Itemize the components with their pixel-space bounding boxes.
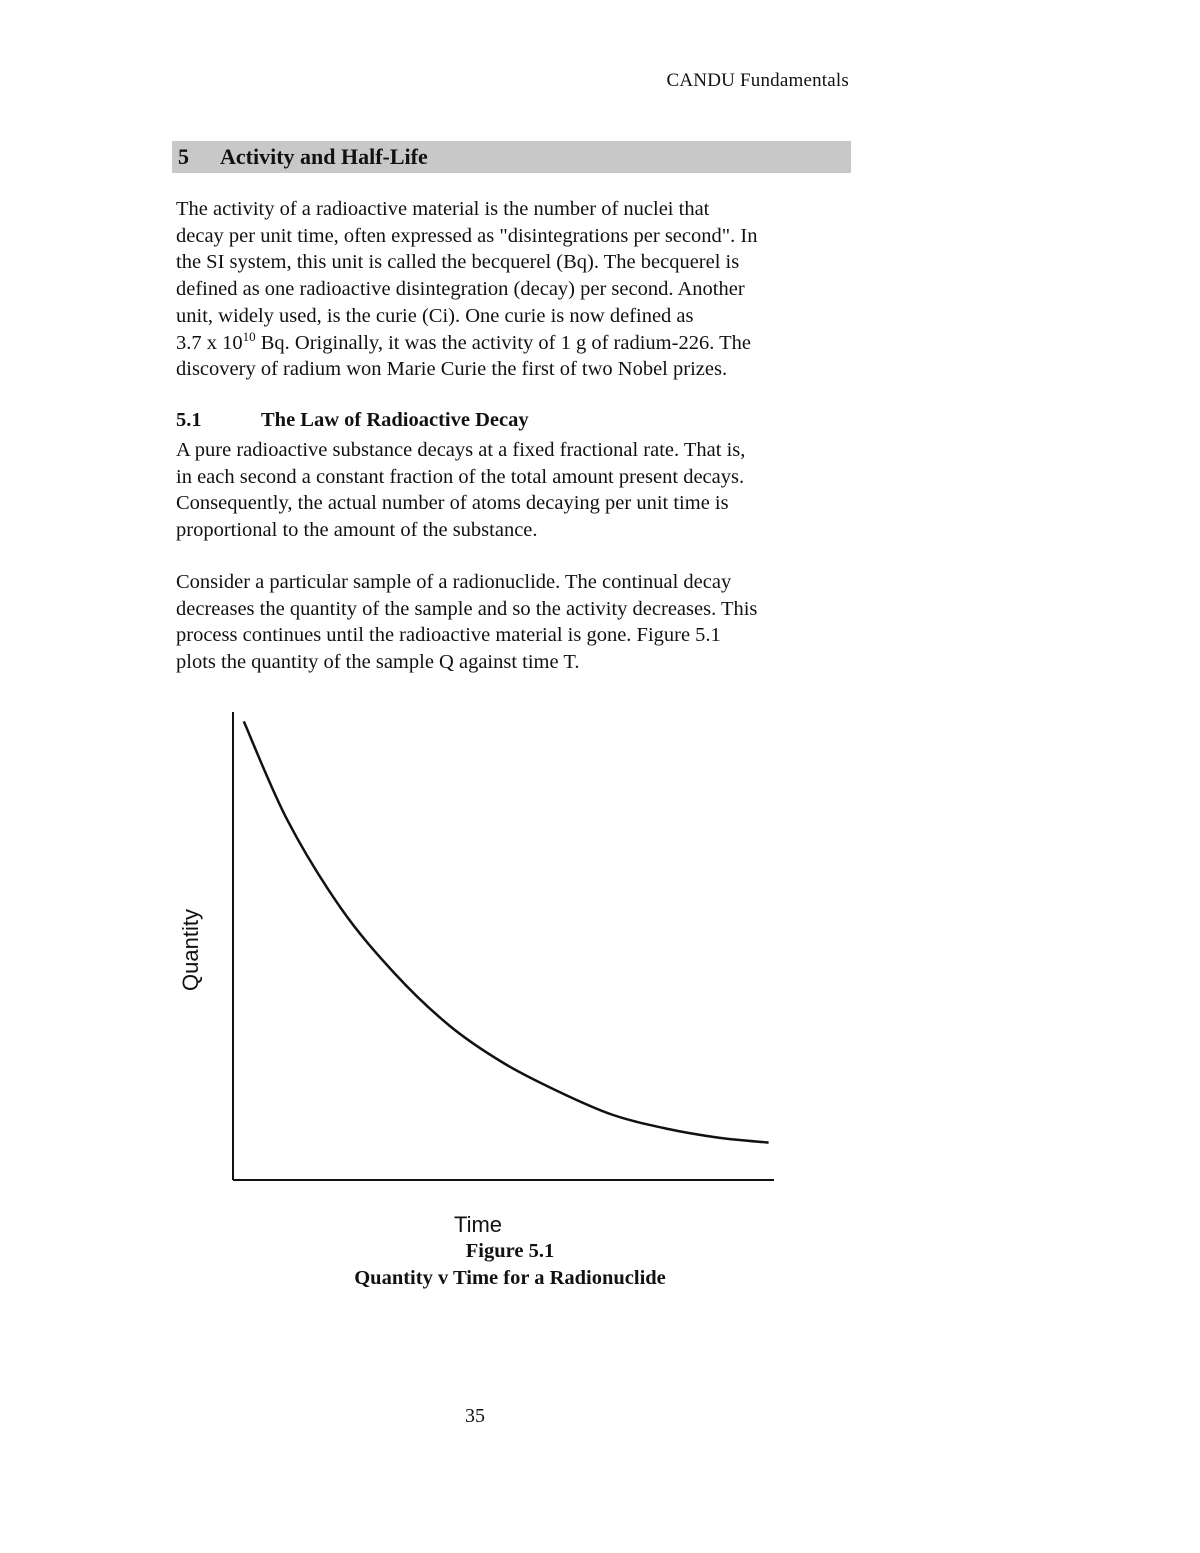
paragraph-line: A pure radioactive substance decays at a fixed fractional rate. That is,	[176, 439, 746, 461]
figure-caption: Quantity v Time for a Radionuclide	[354, 1267, 666, 1289]
running-header: CANDU Fundamentals	[666, 70, 849, 91]
page-number: 35	[465, 1405, 485, 1427]
y-axis-label: Quantity	[178, 909, 203, 991]
radionuclide-paragraph	[176, 569, 856, 676]
paragraph-line: plots the quantity of the sample Q against time T.	[176, 651, 580, 674]
section-number: 5	[178, 144, 189, 169]
paragraph-line: in each second a constant fraction of the total amount present decays.	[176, 465, 745, 488]
decay-curve	[244, 721, 769, 1142]
subsection-title: The Law of Radioactive Decay	[261, 409, 529, 431]
paragraph-line: Consider a particular sample of a radionuclide. The continual decay	[176, 571, 732, 593]
curie-value: 3.7 x 10	[176, 331, 243, 354]
decay-chart	[160, 700, 800, 1250]
figure-label: Figure 5.1	[465, 1240, 555, 1262]
section-heading-bar	[172, 141, 851, 173]
paragraph-line: decreases the quantity of the sample and so the activity decreases. This	[176, 597, 758, 620]
x-axis-label: Time	[453, 1212, 503, 1237]
paragraph-line: Consequently, the actual number of atoms decaying per unit time is	[176, 492, 729, 515]
subsection-number: 5.1	[176, 409, 202, 431]
intro-paragraph	[176, 196, 856, 383]
exponent: 10	[242, 328, 256, 344]
paragraph-line: unit, widely used, is the curie (Ci). One curie is now defined as	[176, 304, 694, 327]
decay-law-paragraph	[176, 437, 856, 544]
subsection-heading	[176, 409, 529, 432]
chart-canvas	[160, 700, 800, 1250]
section-title: Activity and Half-Life	[220, 144, 428, 169]
curie-value-rest: Bq. Originally, it was the activity of 1 g of radium-226. The	[255, 331, 751, 354]
paragraph-line: the SI system, this unit is called the becquerel (Bq). The becquerel is	[176, 251, 740, 274]
section-heading	[178, 144, 428, 170]
paragraph-line	[176, 330, 856, 357]
paragraph-line: decay per unit time, often expressed as "disintegrations per second". In	[176, 224, 758, 247]
paragraph-line: defined as one radioactive disintegration (decay) per second. Another	[176, 278, 745, 301]
paragraph-line: proportional to the amount of the substance.	[176, 519, 538, 542]
paragraph-line: The activity of a radioactive material is the number of nuclei that	[176, 198, 710, 220]
paragraph-line: discovery of radium won Marie Curie the first of two Nobel prizes.	[176, 358, 728, 381]
paragraph-line: process continues until the radioactive material is gone. Figure 5.1	[176, 624, 721, 647]
